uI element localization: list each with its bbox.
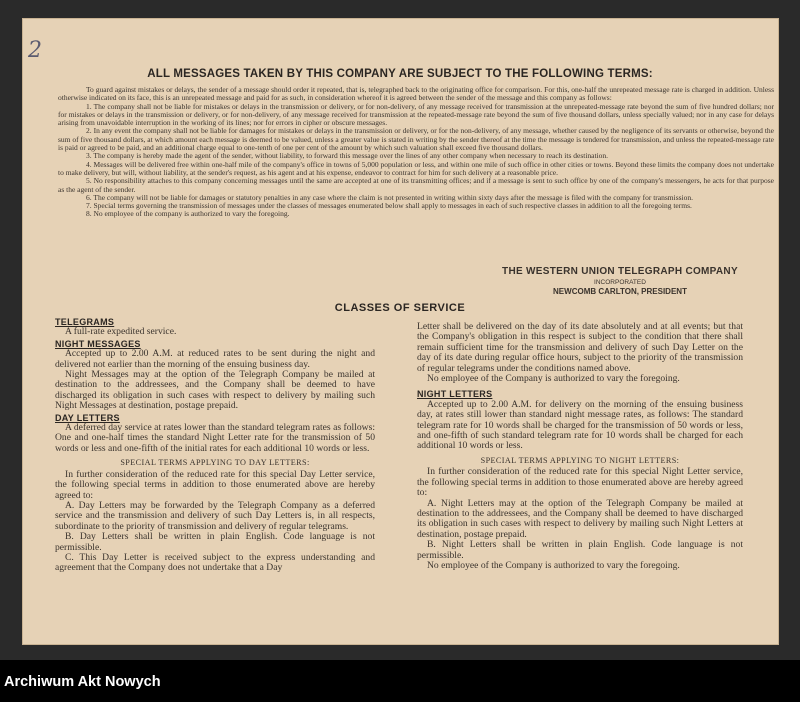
- night-messages-title: NIGHT MESSAGES: [55, 338, 141, 349]
- night-messages-p1: Accepted up to 2.00 A.M. at reduced rates to be sent during the night and delivered not earlier than the morning of the ensuing business day.: [55, 348, 375, 370]
- telegrams-text: A full-rate expedited service.: [65, 326, 177, 338]
- classes-heading: CLASSES OF SERVICE: [334, 302, 466, 314]
- term-6: 6. The company will not be liable for damages or statutory penalties in any case where the claim is not presented in writing within sixty days after the message is filed with the company for transmission.: [86, 192, 694, 202]
- special-night-intro: In further consideration of the reduced rate for this special Night Letter service, the following special terms in addition to those enumerated above are hereby agreed to:: [417, 466, 743, 499]
- term-5: 5. No responsibility attaches to this company concerning messages until the same are accepted at one of its transmitting offices; and if a message is sent to such office by one of the company's messengers, he acts for that purpose as the agent of the sender.: [58, 176, 774, 194]
- terms-intro: To guard against mistakes or delays, the sender of a message should order it repeated, that is, telegraphed back to the originating office for comparison. For this, one-half the unrepeated message rate is charged in addition. Unless otherwise indicated on its face, this is an unrepeated message and paid for as such, in consideration whereof it is agreed between the sender of the message and this company as follows:: [58, 85, 774, 103]
- term-1: 1. The company shall not be liable for mistakes or delays in the transmission or delivery, or for non-delivery, of any message received for transmission at the unrepeated-message rate beyond the sum of five hundred dollars; nor for mistakes or delays in the transmission or delivery, or for non-delivery, of any message received for transmission at the repeated-message rate beyond the sum of five thousand dollars, unless specially valued; nor in any case for delays arising from unavoidable interruption in the working of its lines; nor for errors in cipher or obscure messages.: [58, 101, 774, 128]
- right-column: [417, 322, 743, 571]
- terms-text: [58, 86, 774, 219]
- term-4: 4. Messages will be delivered free within one-half mile of the company's office in towns of 5,000 population or less, and within one mile of such office in other cities or towns. Beyond these limits the company does not undertake to make delivery, but will, without liability, at the sender's request, as his agent and at his expense, endeavor to contract for him for such delivery at a reasonable price.: [58, 159, 774, 177]
- term-2: 2. In any event the company shall not be liable for damages for mistakes or delays in the transmission or delivery, or for the non-delivery, of any message, whether caused by the negligence of its servants or otherwise, beyond the sum of five thousand dollars, at which amount each message is deemed to be valued, unless a greater value is stated in writing by the sender thereof at the time the message is tendered for transmission, and unless the repeated-message rate is paid or agreed to be paid, and an additional charge equal to one-tenth of one per cent of the amount by which such valuation shall exceed five thousand dollars.: [58, 126, 774, 153]
- archive-label: Archiwum Akt Nowych: [4, 674, 161, 690]
- no-employee-note-2: No employee of the Company is authorized to vary the foregoing.: [427, 559, 680, 571]
- company-signature: [490, 266, 750, 296]
- special-night-b: B. Night Letters shall be written in plain English. Code language is not permissible.: [417, 539, 743, 561]
- special-day-intro: In further consideration of the reduced rate for this special Day Letter service, the following special terms in addition to those enumerated above are hereby agreed to:: [55, 468, 375, 501]
- day-letters-title: DAY LETTERS: [55, 412, 120, 423]
- no-employee-note-1: No employee of the Company is authorized to vary the foregoing.: [427, 373, 680, 385]
- night-letters-text: Accepted up to 2.00 A.M. for delivery on the morning of the ensuing business day, at rates still lower than standard night message rates, as follows: The standard telegram rate for 10 words shall be charged for the transmission of 50 words or less, and one-fifth of such standard telegram rate for 10 words shall be charged for each additional 10 words or less.: [417, 398, 743, 452]
- term-3: 3. The company is hereby made the agent of the sender, without liability, to forward this message over the lines of any other company when necessary to reach its destination.: [86, 151, 609, 161]
- term-8: 8. No employee of the company is authorized to vary the foregoing.: [86, 209, 290, 219]
- pencil-page-number: 2: [28, 38, 42, 63]
- day-letter-continuation: Letter shall be delivered on the day of its date absolutely and at all events; but that the Company's obligation in this respect is subject to the condition that there shall remain sufficient time for the transmission and delivery of such Day Letter on the day of its date during regular office hours, subject to the priority of the transmission of regular telegrams under the conditions named above.: [417, 321, 743, 374]
- special-day-b: B. Day Letters shall be written in plain English. Code language is not permissible.: [55, 531, 375, 553]
- special-night-a: A. Night Letters may at the option of the Telegraph Company be mailed at destination to the addressees, and the Company shall be deemed to have discharged its obligation in such cases with respect to delivery by mailing such Night Letters at destination, postage prepaid.: [417, 497, 743, 540]
- special-day-title: SPECIAL TERMS APPLYING TO DAY LETTERS:: [120, 458, 310, 468]
- special-night-title: SPECIAL TERMS APPLYING TO NIGHT LETTERS:: [480, 455, 680, 465]
- term-7: 7. Special terms governing the transmission of messages under the classes of messages enumerated below shall apply to messages in each of such respective classes in addition to all the foregoing terms.: [86, 201, 692, 211]
- company-president: NEWCOMB CARLTON, PRESIDENT: [553, 287, 687, 296]
- company-name: THE WESTERN UNION TELEGRAPH COMPANY: [502, 266, 738, 277]
- left-column: [55, 316, 375, 574]
- night-messages-p2: Night Messages may at the option of the Telegraph Company be mailed at destination to the addressees, and the Company shall be deemed to have discharged its obligation in such cases with respect to delivery by mailing such Night Messages at destination, postage prepaid.: [55, 369, 375, 412]
- company-incorporated: INCORPORATED: [594, 279, 646, 286]
- special-day-c: C. This Day Letter is received subject to the express understanding and agreement that the Company does not undertake that a Day: [55, 551, 375, 574]
- night-letters-title: NIGHT LETTERS: [417, 389, 493, 400]
- terms-heading: ALL MESSAGES TAKEN BY THIS COMPANY ARE SUBJECT TO THE FOLLOWING TERMS:: [147, 68, 653, 80]
- day-letters-text: A deferred day service at rates lower than the standard telegram rates as follows: One and one-half times the standard Night Letter rate for the transmission of 50 words or less and one-fifth of the initial rates for each additional 10 words or less.: [55, 422, 375, 454]
- telegrams-title: TELEGRAMS: [55, 317, 115, 327]
- special-day-a: A. Day Letters may be forwarded by the Telegraph Company as a deferred service and the transmission and delivery of such Day Letters is, in all respects, subordinate to the priority of transmission and delivery of regular telegrams.: [55, 499, 375, 532]
